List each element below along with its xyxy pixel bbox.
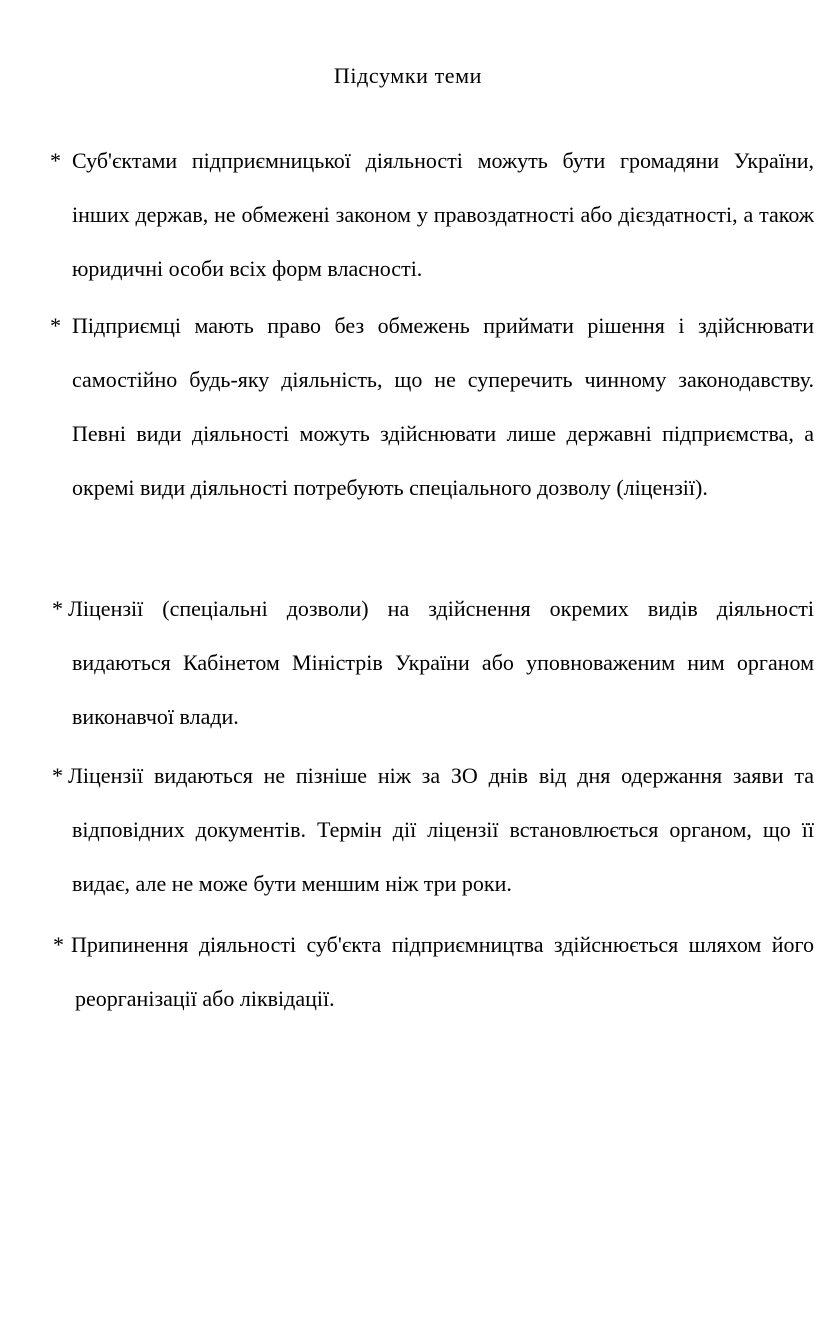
- list-item: [52, 582, 814, 744]
- list-item-text: Суб'єктами підприємницької діяльності можуть бути громадяни України, інших держав, не обмежені законом у правоздатності або дієздатності, а також юридичні особи всіх форм власності.: [72, 148, 814, 281]
- list-item: [53, 918, 814, 1026]
- bullet-marker: *: [52, 596, 63, 621]
- list-item-text: Ліцензії (спеціальні дозволи) на здійснення окремих видів діяльності видаються Кабінетом Міністрів України або уповноваженим ним органом виконавчої влади.: [68, 596, 814, 729]
- list-item-text: Підприємці мають право без обмежень приймати рішення і здійснювати самостійно будь-яку діяльність, що не суперечить чинному законодавству. Певні види діяльності можуть здійснювати лише державні підприємства, а окремі види діяльності потребують спеціального дозволу (ліцензії).: [72, 313, 814, 500]
- list-item-text: Припинення діяльності суб'єкта підприємництва здійснюється шляхом його реорганізації або ліквідації.: [71, 932, 814, 1011]
- bullet-marker: *: [50, 313, 61, 338]
- list-item: [50, 134, 814, 296]
- list-item: [50, 299, 814, 515]
- list-item: [52, 749, 814, 911]
- bullet-marker: *: [50, 148, 61, 173]
- list-item-text: Ліцензії видаються не пізніше ніж за ЗО днів від дня одержання заяви та відповідних документів. Термін дії ліцензії встановлюється органом, що її видає, але не може бути меншим ніж три роки.: [68, 763, 814, 896]
- page-title: Підсумки теми: [333, 63, 483, 88]
- bullet-marker: *: [53, 932, 64, 957]
- bullet-marker: *: [52, 763, 63, 788]
